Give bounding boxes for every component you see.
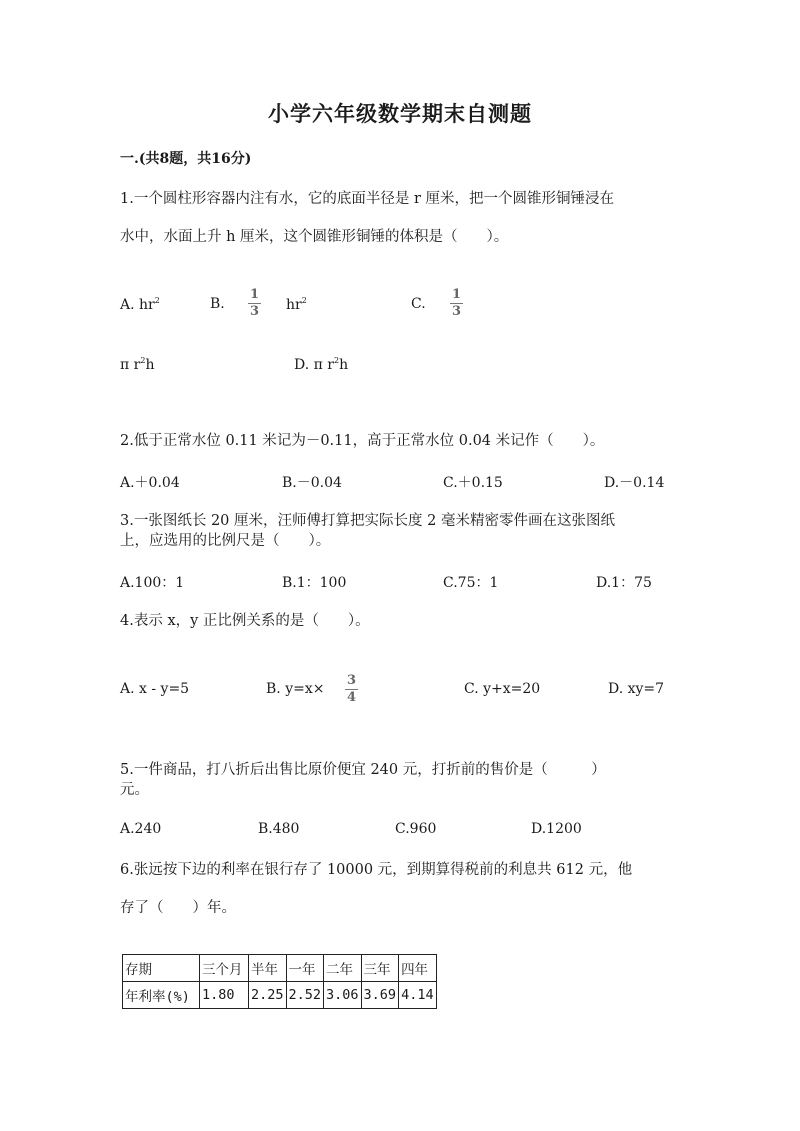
- q1-option-c-label: C.: [411, 296, 426, 312]
- table-cell: 2.25: [249, 982, 287, 1009]
- q3-option-a: A.100：1: [120, 575, 185, 591]
- question-3-line-2: 上，应选用的比例尺是（ ）。: [120, 533, 331, 549]
- q3-option-b: B.1：100: [282, 575, 347, 591]
- interest-rate-table: [122, 954, 437, 1009]
- table-cell: 三年: [361, 955, 399, 982]
- q1-option-d: D. π $r^2h$: [294, 356, 349, 373]
- question-6-line-1: 6.张远按下边的利率在银行存了 10000 元，到期算得税前的利息共 612 元，他: [120, 862, 633, 878]
- q3-option-d: D.1：75: [596, 575, 652, 591]
- q1-option-a: A. $hr^2$: [120, 296, 160, 313]
- q5-option-b: B.480: [258, 821, 300, 837]
- question-1-line-1: 1.一个圆柱形容器内注有水，它的底面半径是 r 厘米，把一个圆锥形铜锤浸在: [120, 191, 614, 207]
- question-4: 4.表示 x，y 正比例关系的是（ ）。: [120, 613, 370, 629]
- table-header-row: [123, 955, 437, 982]
- question-5-line-1: 5.一件商品，打八折后出售比原价便宜 240 元，打折前的售价是（ ）: [120, 762, 606, 778]
- table-cell: 二年: [324, 955, 362, 982]
- table-cell: 1.80: [200, 982, 249, 1009]
- q1-option-b-label: B.: [210, 296, 225, 312]
- table-cell: 一年: [286, 955, 324, 982]
- q5-option-a: A.240: [120, 821, 162, 837]
- q1-option-c-fraction: $\frac{1}{3}$: [452, 287, 462, 319]
- q3-option-c: C.75：1: [443, 575, 499, 591]
- section-heading: 一.(共8题，共16分): [120, 151, 252, 167]
- q4-option-b: B. y=x×: [266, 681, 325, 697]
- q2-option-c: C.＋0.15: [443, 475, 503, 491]
- q1-option-b-term: $hr^2$: [286, 296, 307, 313]
- table-cell: 存期: [123, 955, 200, 982]
- table-cell: 2.52: [286, 982, 324, 1009]
- page-title: 小学六年级数学期末自测题: [268, 101, 532, 126]
- question-2: 2.低于正常水位 0.11 米记为－0.11，高于正常水位 0.04 米记作（ ）。: [120, 433, 605, 449]
- question-5-line-2: 元。: [120, 782, 149, 798]
- q1-option-c-term: π $r^2h$: [120, 356, 155, 373]
- q2-option-a: A.＋0.04: [120, 475, 180, 491]
- table-cell: 半年: [249, 955, 287, 982]
- question-6-line-2: 存了（ ）年。: [120, 900, 236, 916]
- q5-option-d: D.1200: [531, 821, 582, 837]
- table-cell: 三个月: [200, 955, 249, 982]
- q2-option-b: B.－0.04: [282, 475, 342, 491]
- table-cell: 3.69: [361, 982, 399, 1009]
- table-cell: 4.14: [399, 982, 437, 1009]
- q4-option-b-fraction: $\frac{3}{4}$: [347, 673, 357, 705]
- q4-option-d: D. xy=7: [608, 681, 665, 697]
- q4-option-a: A. x - y=5: [120, 681, 190, 697]
- table-cell: 四年: [399, 955, 437, 982]
- q5-option-c: C.960: [395, 821, 437, 837]
- question-3-line-1: 3.一张图纸长 20 厘米，汪师傅打算把实际长度 2 毫米精密零件画在这张图纸: [120, 513, 615, 529]
- q2-option-d: D.－0.14: [604, 475, 665, 491]
- table-row: [123, 982, 437, 1009]
- q1-option-b-fraction: $\frac{1}{3}$: [250, 287, 260, 319]
- question-1-line-2: 水中，水面上升 h 厘米，这个圆锥形铜锤的体积是（ ）。: [120, 229, 509, 245]
- table-cell: 年利率(%): [123, 982, 200, 1009]
- table-cell: 3.06: [324, 982, 362, 1009]
- q4-option-c: C. y+x=20: [464, 681, 541, 697]
